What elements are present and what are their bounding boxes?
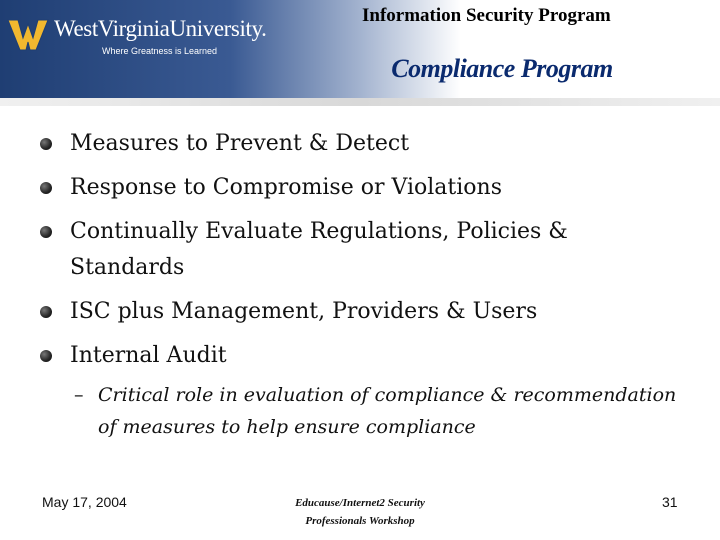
bullet-text: Internal Audit — [70, 343, 227, 368]
bullet-icon — [40, 226, 52, 238]
bullet-icon — [40, 182, 52, 194]
flying-wv-icon — [6, 12, 50, 56]
bullet-item — [40, 294, 680, 330]
footer-date: May 17, 2004 — [42, 494, 127, 510]
bullet-item — [40, 126, 680, 162]
wvu-logo — [6, 10, 267, 58]
bullet-text: ISC plus Management, Providers & Users — [70, 299, 538, 324]
university-tagline: Where Greatness is Learned — [102, 46, 218, 56]
footer-event-line1: Educause/Internet2 Security — [295, 497, 425, 509]
sub-bullet — [74, 379, 698, 443]
bullet-icon — [40, 350, 52, 362]
bullet-text: Continually Evaluate Regulations, Policies & Standards — [70, 219, 568, 280]
slide-title: Compliance Program — [391, 54, 613, 83]
program-title: Information Security Program — [362, 5, 611, 26]
bullet-icon — [40, 306, 52, 318]
university-name: WestVirginiaUniversity. — [54, 16, 267, 41]
bullet-icon — [40, 138, 52, 150]
title-divider — [0, 98, 720, 106]
bullet-item — [40, 214, 680, 286]
header-banner — [0, 0, 720, 100]
footer-event-line2: Professionals Workshop — [305, 515, 415, 527]
bullet-list — [40, 126, 680, 382]
sub-bullet-text: Critical role in evaluation of compliance & recommendation of measures to help ensure compliance — [98, 384, 677, 438]
bullet-item — [40, 170, 680, 206]
page-number: 31 — [662, 494, 678, 510]
bullet-item — [40, 338, 680, 374]
dash-icon: – — [74, 384, 84, 406]
bullet-text: Response to Compromise or Violations — [70, 175, 503, 200]
bullet-text: Measures to Prevent & Detect — [70, 131, 410, 156]
footer-event — [250, 494, 470, 530]
